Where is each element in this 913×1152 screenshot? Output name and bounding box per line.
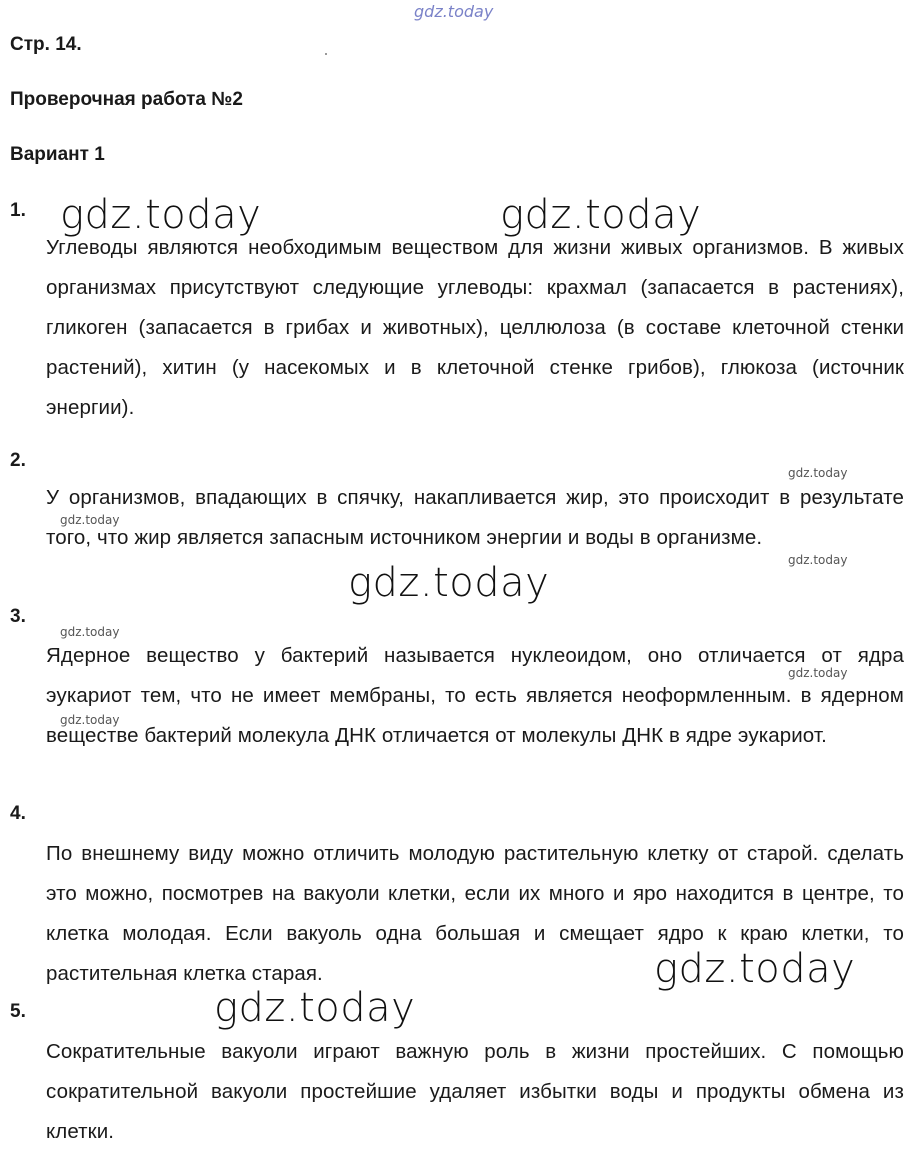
- page-number: Стр. 14.: [10, 34, 82, 55]
- watermark-small: gdz.today: [788, 553, 848, 567]
- answer-number-4: 4.: [10, 803, 26, 824]
- answer-number-2: 2.: [10, 450, 26, 471]
- answer-number-1: 1.: [10, 200, 26, 221]
- watermark-large: gdz.today: [60, 192, 262, 238]
- watermark-small: gdz.today: [60, 625, 120, 639]
- watermark-large: gdz.today: [348, 560, 550, 606]
- answer-text-3: Ядерное вещество у бактерий называется нуклеоидом, оно отличается от ядра эукариот тем, что не имеет мембраны, то есть является неоформленным. в ядерном веществе бактерий молекула ДНК отличается от молекулы ДНК в ядре эукариот.: [46, 644, 904, 747]
- watermark-small: gdz.today: [788, 666, 848, 680]
- answer-text-1: Углеводы являются необходимым веществом для жизни живых организмов. В живых организмах присутствуют следующие углеводы: крахмал (запасается в растениях), гликоген (запасается в грибах и животных), целлюлоза (в составе клеточной стенки растений), хитин (у насекомых и в клеточной стенке грибов), глюкоза (источник энергии).: [46, 236, 904, 419]
- test-title: Проверочная работа №2: [10, 89, 243, 110]
- answer-number-3: 3.: [10, 606, 26, 627]
- answer-number-5: 5.: [10, 1001, 26, 1022]
- answer-text-2: У организмов, впадающих в спячку, накапливается жир, это происходит в результате того, что жир является запасным источником энергии и воды в организме.: [46, 486, 904, 549]
- watermark-large: gdz.today: [500, 192, 702, 238]
- watermark-small: gdz.today: [788, 466, 848, 480]
- watermark-large: gdz.today: [214, 985, 416, 1031]
- watermark-top: gdz.today: [414, 2, 494, 21]
- variant-title: Вариант 1: [10, 144, 105, 165]
- speck: [325, 53, 327, 55]
- watermark-small: gdz.today: [60, 713, 120, 727]
- answer-text-4: По внешнему виду можно отличить молодую растительную клетку от старой. сделать это можно, посмотрев на вакуоли клетки, если их много и яро находится в центре, то клетка молодая. Если вакуоль одна большая и смещает ядро к краю клетки, то растительная клетка старая.: [46, 842, 904, 985]
- answer-text-5: Сократительные вакуоли играют важную роль в жизни простейших. С помощью сократительной вакуоли простейшие удаляет избытки воды и продукты обмена из клетки.: [46, 1040, 904, 1143]
- watermark-small: gdz.today: [60, 513, 120, 527]
- watermark-large: gdz.today: [654, 946, 856, 992]
